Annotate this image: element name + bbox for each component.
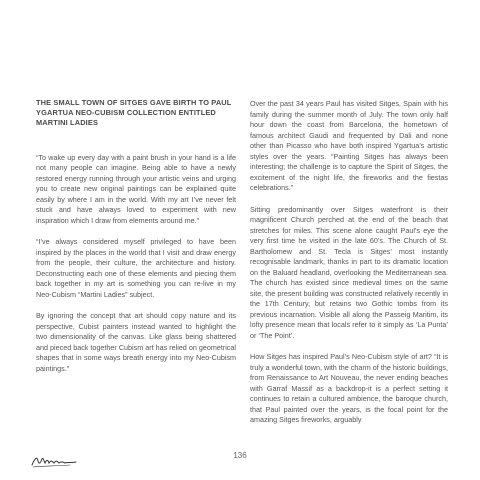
- paragraph: How Sitges has inspired Paul’s Neo-Cubism style of art? “It is truly a wonderful town, with the charm of the historic buildings, from Renaissance to Art Nouveau, the never ending beaches with Garraf Massif as a backdrop-it is a perfect setting it continues to retain a cultured ambience, the baroque church, that Paul painted over the years, is the focal point for the amazing Sitges fireworks, arguably: [250, 352, 448, 424]
- left-column: [36, 98, 236, 385]
- paragraph: Sitting predominantly over Sitges waterfront is their magnificent Church perched at the end of the beach that stretches for miles. This scene alone caught Paul’s eye the very first time he visited in the late 60’s. The Church of St. Bartholomew and St. Tecla is Sitges’ most instantly recognisable landmark, thanks in part to its dramatic location on the Baluard headland, overlooking the Mediterranean sea. The church has existed since medieval times on the same site, the present building was constructed relatively recently in the 17th Century, but retains two Gothic tombs from its previous incarnation. Visible all along the Passeig Maritim, its lofty presence mean that locals refer to it simply as ‘La Punta’ or ‘The Point’.: [250, 204, 448, 340]
- paragraph: “To wake up every day with a paint brush in your hand is a life not many people can imagine. Being able to have a newly restored energy running through your artistic veins and urging you to create new original paintings can be explained quite easily by where I am in the world. With my art I’ve never felt stuck and have always loved to experiment with new inspiration which I draw from elements around me.”: [36, 152, 236, 225]
- paragraph: Over the past 34 years Paul has visited Sitges, Spain with his family during the summer month of July. The town only half hour down the coast from Barcelona, the hometown of famous architect Gaudi and frequented by Dali and none other than Picasso who have both inspired Ygartua’s artistic styles over the years. “Painting Sitges has always been interesting; the challenge is to capture the Spirit of Sitges, the excitement of the night life, the fireworks and the fiestas celebrations.”: [250, 99, 448, 192]
- paragraph: “I’ve always considered myself privileged to have been inspired by the places in the world that I visit and draw energy from the people, their culture, the architecture and history. Deconstructing each one of these elements and piecing them back together in my art is something you can re-live in my Neo-Cubism “Martini Ladies” subject.: [36, 237, 236, 299]
- paragraph: By ignoring the concept that art should copy nature and its perspective, Cubist painters instead wanted to highlight the two dimensionality of the canvas. Like glass being shattered and pieced back together Cubism art has relied on geometrical shapes that in some ways breath energy into my Neo-Cubism paintings.”: [36, 311, 236, 373]
- page-number: 136: [233, 451, 247, 460]
- right-column: [250, 99, 448, 437]
- section-heading: THE SMALL TOWN OF SITGES GAVE BIRTH TO PAUL YGARTUA NEO-CUBISM COLLECTION ENTITLED MARTINI LADIES: [36, 98, 232, 128]
